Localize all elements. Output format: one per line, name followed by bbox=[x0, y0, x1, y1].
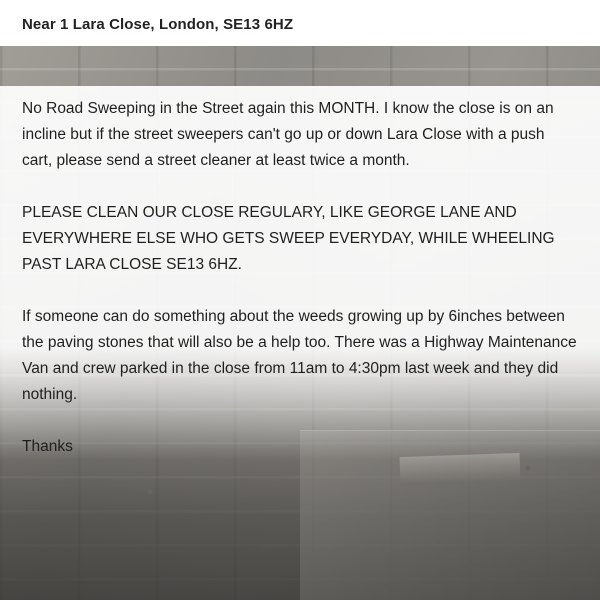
report-paragraph: PLEASE CLEAN OUR CLOSE REGULARY, LIKE GEORGE LANE AND EVERYWHERE ELSE WHO GETS SWEEP EVERYDAY, WHILE WHEELING PAST LARA CLOSE SE13 6HZ. bbox=[22, 204, 559, 273]
report-body bbox=[0, 86, 600, 460]
report-paragraph: No Road Sweeping in the Street again this MONTH. I know the close is on an incline but if the street sweepers can't go up or down Lara Close with a push cart, please send a street cleaner at least twice a month. bbox=[22, 100, 558, 169]
page-title: Near 1 Lara Close, London, SE13 6HZ bbox=[22, 16, 294, 33]
report-signoff: Thanks bbox=[22, 438, 73, 455]
location-header bbox=[0, 0, 600, 46]
report-paragraph: If someone can do something about the weeds growing up by 6inches between the paving stones that will also be a help too. There was a Highway Maintenance Van and crew parked in the close from 11am to 4:30pm last week and they did nothing. bbox=[22, 308, 581, 403]
